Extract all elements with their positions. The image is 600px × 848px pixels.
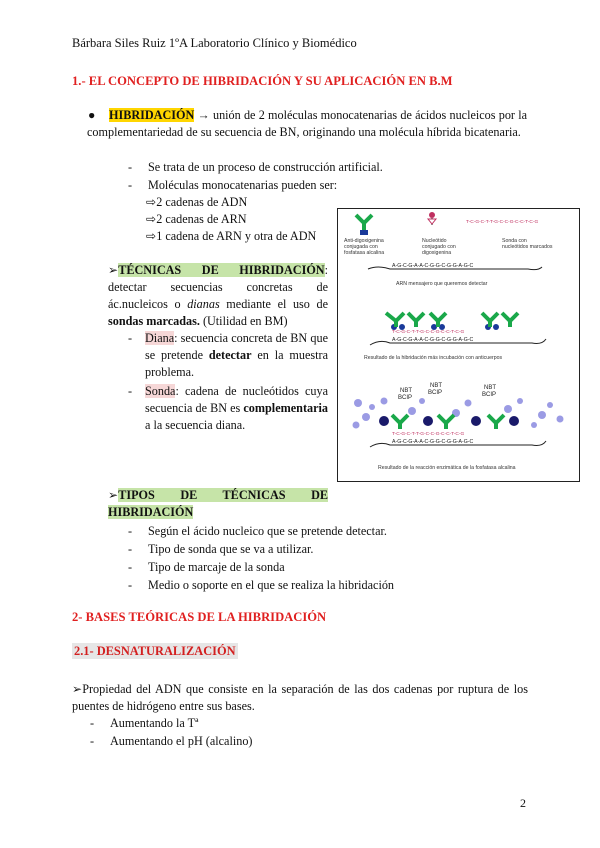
tecnicas-title: TÉCNICAS DE HIBRIDACIÓN bbox=[118, 263, 325, 277]
caption-step1: ARN mensajero que queremos detectar bbox=[396, 281, 488, 287]
document-header: Bárbara Siles Ruiz 1ºA Laboratorio Clínico y Biomédico bbox=[72, 36, 357, 50]
hibridacion-definition: → unión de 2 moléculas monocatenarias de ácidos nucleicos por la complementariedad de su secuencia de BN, originando una molécula híbrida bicatenaria. bbox=[87, 108, 527, 139]
dianas-term: dianas bbox=[187, 297, 220, 311]
page-number: 2 bbox=[520, 796, 526, 810]
list-item: - Medio o soporte en el que se realiza la hibridación bbox=[128, 578, 395, 592]
bcip-label-2: BCIP bbox=[428, 390, 443, 396]
hibridacion-paragraph bbox=[88, 107, 528, 141]
caption-step2: Resultado de la hibridación más incubación con anticuerpos bbox=[364, 355, 503, 361]
tipos-title: TIPOS DE TÉCNICAS DE HIBRIDACIÓN bbox=[108, 488, 328, 519]
sub-list-item: ⇨2 cadenas de ARN bbox=[146, 212, 247, 226]
digoxigenin-nucleotide-icon bbox=[428, 212, 436, 225]
target-sequence-1: A-G-C-G-A-A-C-G-G-C-G-G-A-G-C bbox=[392, 263, 474, 269]
list-item: - Moléculas monocatenarias pueden ser: bbox=[128, 178, 338, 192]
list-item: - Aumentando la Tª bbox=[90, 716, 199, 730]
antibody-icon bbox=[356, 215, 372, 235]
diana-item: - Diana: secuencia concreta de BN que se pretende detectar en la muestra problema. bbox=[128, 331, 328, 379]
svg-text:T-C-G-C-T-T-G-C-C-G-C-C-T-C-G: T-C-G-C-T-T-G-C-C-G-C-C-T-C-G bbox=[392, 432, 465, 437]
list-item: - Según el ácido nucleico que se pretende detectar. bbox=[128, 524, 387, 538]
desnaturalizacion-paragraph: ➢Propiedad del ADN que consiste en la separación de las dos cadenas por ruptura de los puentes de hidrógeno entre sus bases. bbox=[72, 682, 528, 713]
nbt-label-1: NBT bbox=[400, 388, 412, 394]
sondas-term: sondas marcadas. bbox=[108, 314, 200, 328]
sonda-term: Sonda bbox=[145, 384, 176, 398]
tipos-heading bbox=[108, 487, 328, 521]
legend-nucleotide-label: Nucleótido conjugado con digoxigenina bbox=[422, 238, 456, 256]
section2-subtitle: 2.1- DESNATURALIZACIÓN bbox=[74, 644, 236, 658]
nbt-label-2: NBT bbox=[430, 383, 442, 389]
reaction-step-3 bbox=[353, 383, 564, 447]
list-item: - Aumentando el pH (alcalino) bbox=[90, 734, 253, 748]
svg-text:A-G-C-G-A-A-C-G-G-C-G-G-A-G-C: A-G-C-G-A-A-C-G-G-C-G-G-A-G-C bbox=[392, 337, 474, 343]
arrow-icon: ➢ bbox=[108, 263, 119, 277]
arrow-icon: ➢ bbox=[72, 682, 83, 696]
list-item: - Se trata de un proceso de construcción artificial. bbox=[128, 160, 383, 174]
caption-step3: Resultado de la reacción enzimática de la fosfatasa alcalina bbox=[378, 465, 516, 471]
hybrid-step-2 bbox=[370, 313, 546, 345]
legend-antibody-label: Anti-digoxigenina conjugada con fosfatasa alcalina bbox=[344, 238, 385, 256]
hibridacion-term: HIBRIDACIÓN bbox=[109, 108, 195, 122]
legend-probe-label: Sonda con nucleótidos marcados bbox=[502, 238, 553, 250]
section2-title: 2- BASES TEÓRICAS DE LA HIBRIDACIÓN bbox=[72, 610, 327, 624]
nbt-label-3: NBT bbox=[484, 385, 496, 391]
list-item: - Tipo de marcaje de la sonda bbox=[128, 560, 285, 574]
bullet-icon: ● bbox=[88, 108, 96, 122]
sub-list-item: ⇨2 cadenas de ADN bbox=[146, 195, 248, 209]
hybridization-figure bbox=[337, 208, 580, 482]
diana-term: Diana bbox=[145, 331, 175, 345]
arrow-icon: ➢ bbox=[108, 488, 119, 502]
hybridization-diagram bbox=[338, 209, 579, 481]
section1-title: 1.- EL CONCEPTO DE HIBRIDACIÓN Y SU APLICACIÓN EN B.M bbox=[72, 74, 453, 88]
sub-list-item: ⇨1 cadena de ARN y otra de ADN bbox=[146, 229, 317, 243]
svg-text:T-C-G-C-T-T-G-C-C-G-C-C-T-C-G: T-C-G-C-T-T-G-C-C-G-C-C-T-C-G bbox=[392, 330, 465, 335]
list-item: - Tipo de sonda que se va a utilizar. bbox=[128, 542, 314, 556]
sonda-item: - Sonda: cadena de nucleótidos cuya secuencia de BN es complementaria a la secuencia diana. bbox=[128, 384, 328, 432]
tecnicas-paragraph: ➢TÉCNICAS DE HIBRIDACIÓN: detectar secuencias concretas de ác.nucleicos o dianas mediante el uso de sondas marcadas. (Utilidad en BM) bbox=[108, 263, 328, 328]
bcip-label-1: BCIP bbox=[398, 395, 413, 401]
probe-sequence: T-C-G-C-T-T-G-C-C-G-C-C-T-C-G bbox=[466, 220, 539, 225]
svg-text:A-G-C-G-A-A-C-G-G-C-G-G-A-G-C: A-G-C-G-A-A-C-G-G-C-G-G-A-G-C bbox=[392, 439, 474, 445]
bcip-label-3: BCIP bbox=[482, 392, 497, 398]
